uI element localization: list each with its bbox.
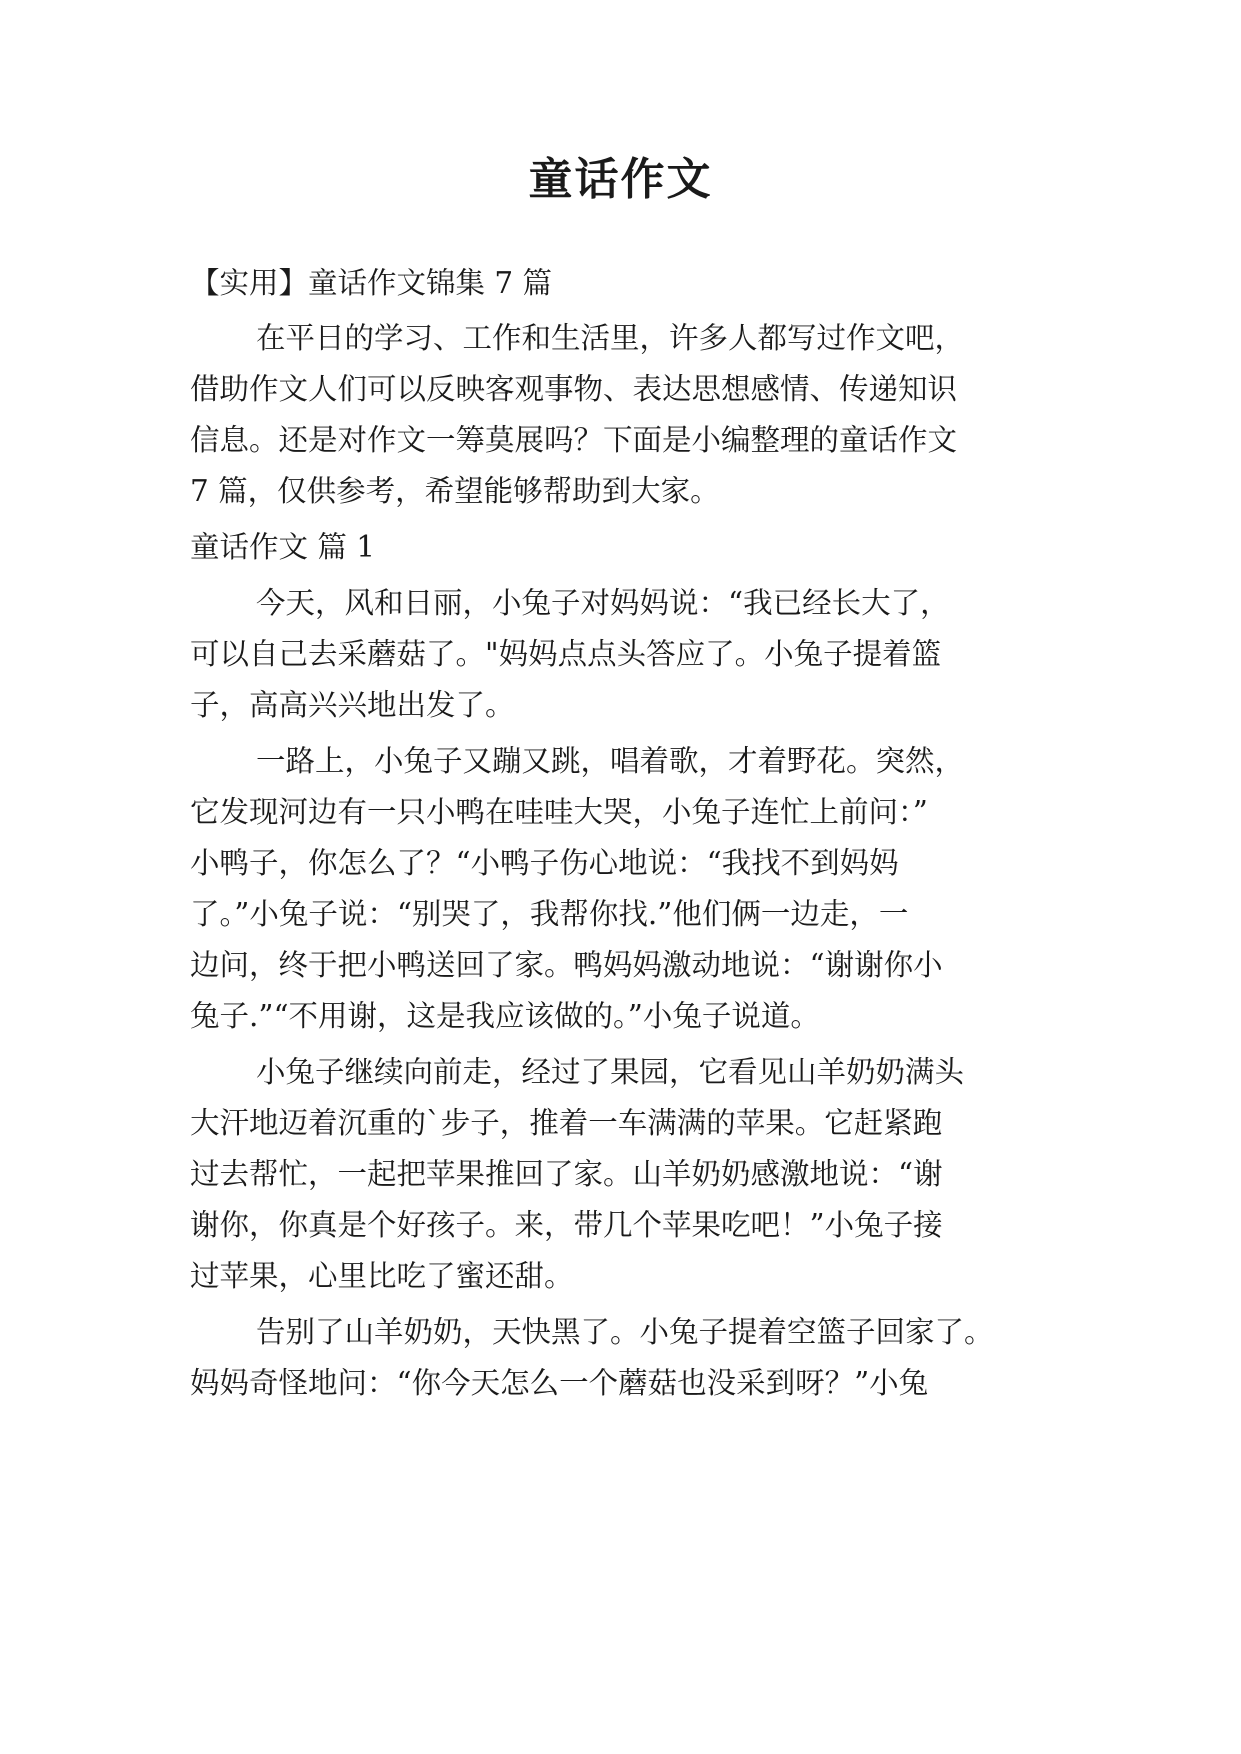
intro-line-2: 借助作文人们可以反映客观事物、表达思想感情、传递知识 <box>190 372 958 406</box>
intro-line-4: 7 篇，仅供参考，希望能够帮助到大家。 <box>190 474 720 508</box>
paragraph-3-line-5: 过苹果，心里比吃了蜜还甜。 <box>190 1259 574 1293</box>
paragraph-1-line-1: 今天，风和日丽，小兔子对妈妈说：“我已经长大了， <box>256 586 950 620</box>
paragraph-2-line-4: 了。”小兔子说：“别哭了，我帮你找.”他们俩一边走，一 <box>190 897 909 931</box>
paragraph-4-line-1: 告别了山羊奶奶，天快黑了。小兔子提着空篮子回家了。 <box>256 1315 994 1349</box>
paragraph-1-line-3: 子，高高兴兴地出发了。 <box>190 688 515 722</box>
paragraph-3-line-2: 大汗地迈着沉重的`步子，推着一车满满的苹果。它赶紧跑 <box>190 1106 943 1140</box>
paragraph-2-line-5: 边问，终于把小鸭送回了家。鸭妈妈激动地说：“谢谢你小 <box>190 948 943 982</box>
paragraph-2-line-2: 它发现河边有一只小鸭在哇哇大哭，小兔子连忙上前问：” <box>190 795 928 829</box>
paragraph-4-line-2: 妈妈奇怪地问：“你今天怎么一个蘑菇也没采到呀？”小兔 <box>190 1366 929 1400</box>
subtitle-line: 【实用】童话作文锦集 7 篇 <box>190 266 553 300</box>
paragraph-2-line-1: 一路上，小兔子又蹦又跳，唱着歌，才着野花。突然， <box>256 744 965 778</box>
intro-line-3: 信息。还是对作文一筹莫展吗？下面是小编整理的童话作文 <box>190 423 958 457</box>
document-title: 童话作文 <box>528 154 713 205</box>
paragraph-1-line-2: 可以自己去采蘑菇了。"妈妈点点头答应了。小兔子提着篮 <box>190 637 942 671</box>
paragraph-3-line-4: 谢你，你真是个好孩子。来，带几个苹果吃吧！”小兔子接 <box>190 1208 943 1242</box>
section-heading: 童话作文 篇 1 <box>190 530 376 564</box>
intro-line-1: 在平日的学习、工作和生活里，许多人都写过作文吧， <box>256 321 965 355</box>
paragraph-3-line-1: 小兔子继续向前走，经过了果园，它看见山羊奶奶满头 <box>256 1055 965 1089</box>
paragraph-2-line-3: 小鸭子，你怎么了？“小鸭子伤心地说：“我找不到妈妈 <box>190 846 899 880</box>
paragraph-2-line-6: 兔子.”“不用谢，这是我应该做的。”小兔子说道。 <box>190 999 820 1033</box>
paragraph-3-line-3: 过去帮忙，一起把苹果推回了家。山羊奶奶感激地说：“谢 <box>190 1157 943 1191</box>
